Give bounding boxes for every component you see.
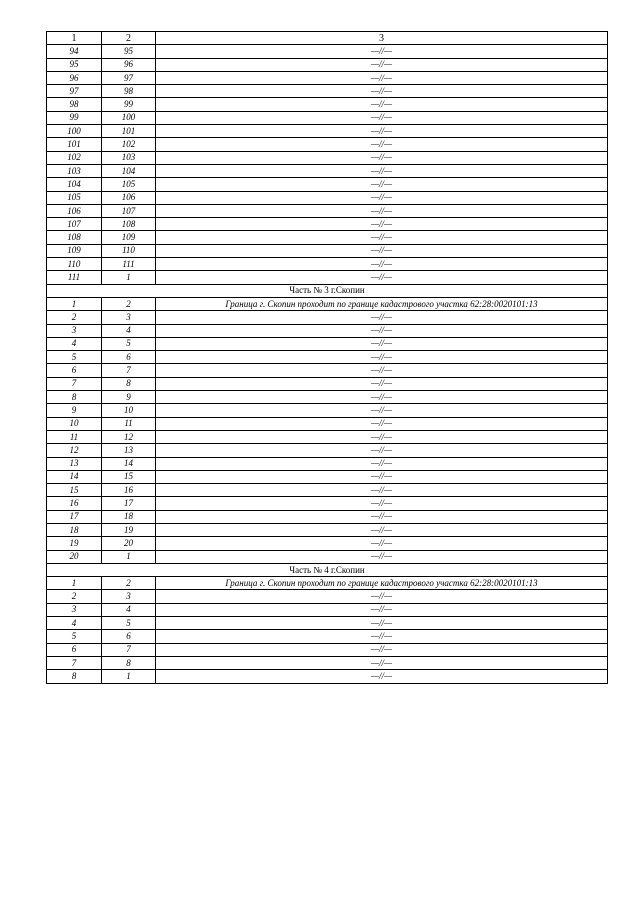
point-from-cell: 17: [47, 510, 102, 523]
point-to-cell: 1: [102, 271, 156, 284]
table-row: [47, 244, 608, 257]
column-header-2: 2: [102, 32, 156, 45]
table-row: [47, 125, 608, 138]
point-from-cell: 107: [47, 218, 102, 231]
table-row: [47, 417, 608, 430]
table-row: [47, 643, 608, 656]
description-cell: —//—: [156, 470, 608, 483]
point-to-cell: 110: [102, 244, 156, 257]
point-to-cell: 18: [102, 510, 156, 523]
description-cell: —//—: [156, 351, 608, 364]
column-header-3: 3: [156, 32, 608, 45]
point-from-cell: 108: [47, 231, 102, 244]
table-row: [47, 111, 608, 124]
point-to-cell: 1: [102, 550, 156, 563]
point-from-cell: 1: [47, 297, 102, 310]
table-row: [47, 218, 608, 231]
description-cell: —//—: [156, 391, 608, 404]
boundary-table: [46, 31, 608, 684]
table-row: [47, 178, 608, 191]
description-cell: —//—: [156, 71, 608, 84]
description-cell: —//—: [156, 364, 608, 377]
point-from-cell: 8: [47, 670, 102, 683]
point-to-cell: 19: [102, 523, 156, 536]
point-from-cell: 101: [47, 138, 102, 151]
point-from-cell: 9: [47, 404, 102, 417]
point-from-cell: 110: [47, 258, 102, 271]
description-cell: —//—: [156, 204, 608, 217]
point-to-cell: 102: [102, 138, 156, 151]
point-to-cell: 15: [102, 470, 156, 483]
point-to-cell: 5: [102, 617, 156, 630]
point-from-cell: 19: [47, 537, 102, 550]
point-to-cell: 97: [102, 71, 156, 84]
table-row: [47, 537, 608, 550]
point-from-cell: 2: [47, 311, 102, 324]
point-from-cell: 96: [47, 71, 102, 84]
point-to-cell: 99: [102, 98, 156, 111]
table-row: [47, 391, 608, 404]
point-from-cell: 10: [47, 417, 102, 430]
description-cell: —//—: [156, 244, 608, 257]
point-to-cell: 3: [102, 311, 156, 324]
point-to-cell: 106: [102, 191, 156, 204]
table-body: [47, 45, 608, 683]
point-from-cell: 97: [47, 85, 102, 98]
description-cell: —//—: [156, 231, 608, 244]
description-cell: —//—: [156, 603, 608, 616]
point-to-cell: 6: [102, 351, 156, 364]
point-from-cell: 105: [47, 191, 102, 204]
point-from-cell: 3: [47, 603, 102, 616]
point-from-cell: 18: [47, 523, 102, 536]
table-row: [47, 404, 608, 417]
description-cell: —//—: [156, 404, 608, 417]
table-row: [47, 577, 608, 590]
table-row: [47, 58, 608, 71]
description-cell: —//—: [156, 656, 608, 669]
description-cell: —//—: [156, 125, 608, 138]
point-to-cell: 9: [102, 391, 156, 404]
table-row: [47, 550, 608, 563]
point-from-cell: 4: [47, 617, 102, 630]
point-from-cell: 7: [47, 656, 102, 669]
description-cell: —//—: [156, 484, 608, 497]
description-cell: —//—: [156, 45, 608, 58]
point-from-cell: 1: [47, 577, 102, 590]
table-row: [47, 470, 608, 483]
point-to-cell: 6: [102, 630, 156, 643]
point-from-cell: 94: [47, 45, 102, 58]
table-row: [47, 590, 608, 603]
point-to-cell: 107: [102, 204, 156, 217]
point-to-cell: 96: [102, 58, 156, 71]
table-row: [47, 497, 608, 510]
point-from-cell: 7: [47, 377, 102, 390]
point-to-cell: 95: [102, 45, 156, 58]
point-from-cell: 100: [47, 125, 102, 138]
point-to-cell: 13: [102, 444, 156, 457]
point-to-cell: 111: [102, 258, 156, 271]
point-to-cell: 101: [102, 125, 156, 138]
point-to-cell: 2: [102, 297, 156, 310]
point-to-cell: 8: [102, 377, 156, 390]
point-to-cell: 4: [102, 324, 156, 337]
point-to-cell: 103: [102, 151, 156, 164]
point-from-cell: 103: [47, 164, 102, 177]
column-header-1: 1: [47, 32, 102, 45]
point-to-cell: 20: [102, 537, 156, 550]
point-from-cell: 4: [47, 337, 102, 350]
point-to-cell: 12: [102, 430, 156, 443]
section-title-row: [47, 284, 608, 297]
table-row: [47, 311, 608, 324]
description-cell: —//—: [156, 178, 608, 191]
table-row: [47, 337, 608, 350]
description-cell: —//—: [156, 138, 608, 151]
description-cell: —//—: [156, 337, 608, 350]
description-cell: —//—: [156, 191, 608, 204]
point-to-cell: 10: [102, 404, 156, 417]
point-from-cell: 20: [47, 550, 102, 563]
description-cell: —//—: [156, 164, 608, 177]
table-row: [47, 523, 608, 536]
table-row: [47, 231, 608, 244]
description-cell: —//—: [156, 417, 608, 430]
table-row: [47, 85, 608, 98]
table-row: [47, 164, 608, 177]
description-cell: —//—: [156, 497, 608, 510]
point-from-cell: 6: [47, 643, 102, 656]
table-row: [47, 377, 608, 390]
table-row: [47, 271, 608, 284]
point-to-cell: 16: [102, 484, 156, 497]
point-to-cell: 3: [102, 590, 156, 603]
table-row: [47, 484, 608, 497]
description-cell: —//—: [156, 98, 608, 111]
point-from-cell: 98: [47, 98, 102, 111]
point-from-cell: 14: [47, 470, 102, 483]
description-cell: —//—: [156, 550, 608, 563]
description-cell: —//—: [156, 85, 608, 98]
table-row: [47, 71, 608, 84]
description-cell: —//—: [156, 444, 608, 457]
table-row: [47, 45, 608, 58]
point-to-cell: 5: [102, 337, 156, 350]
point-from-cell: 106: [47, 204, 102, 217]
section-title-row: [47, 563, 608, 576]
point-to-cell: 104: [102, 164, 156, 177]
table-row: [47, 444, 608, 457]
point-from-cell: 99: [47, 111, 102, 124]
point-from-cell: 13: [47, 457, 102, 470]
point-to-cell: 8: [102, 656, 156, 669]
point-from-cell: 5: [47, 630, 102, 643]
description-cell: —//—: [156, 537, 608, 550]
point-from-cell: 6: [47, 364, 102, 377]
description-cell: —//—: [156, 643, 608, 656]
table-row: [47, 510, 608, 523]
point-to-cell: 98: [102, 85, 156, 98]
point-to-cell: 105: [102, 178, 156, 191]
description-cell: —//—: [156, 630, 608, 643]
table-row: [47, 603, 608, 616]
point-to-cell: 1: [102, 670, 156, 683]
table-row: [47, 457, 608, 470]
point-from-cell: 3: [47, 324, 102, 337]
description-cell: —//—: [156, 617, 608, 630]
point-to-cell: 108: [102, 218, 156, 231]
description-cell: —//—: [156, 590, 608, 603]
table-row: [47, 324, 608, 337]
table-row: [47, 98, 608, 111]
point-to-cell: 14: [102, 457, 156, 470]
description-cell: —//—: [156, 258, 608, 271]
point-to-cell: 7: [102, 643, 156, 656]
table-row: [47, 204, 608, 217]
point-from-cell: 102: [47, 151, 102, 164]
description-cell: —//—: [156, 670, 608, 683]
description-cell: —//—: [156, 111, 608, 124]
point-from-cell: 111: [47, 271, 102, 284]
description-cell: —//—: [156, 151, 608, 164]
table-row: [47, 297, 608, 310]
table-row: [47, 258, 608, 271]
point-to-cell: 2: [102, 577, 156, 590]
point-from-cell: 11: [47, 430, 102, 443]
table-row: [47, 364, 608, 377]
point-from-cell: 16: [47, 497, 102, 510]
description-cell: —//—: [156, 324, 608, 337]
point-from-cell: 8: [47, 391, 102, 404]
description-cell: —//—: [156, 430, 608, 443]
description-cell: —//—: [156, 510, 608, 523]
table-row: [47, 351, 608, 364]
description-cell: —//—: [156, 58, 608, 71]
point-to-cell: 109: [102, 231, 156, 244]
point-to-cell: 7: [102, 364, 156, 377]
table-row: [47, 151, 608, 164]
point-from-cell: 95: [47, 58, 102, 71]
table-row: [47, 138, 608, 151]
description-cell: Граница г. Скопин проходит по границе кадастрового участка 62:28:0020101:13: [156, 297, 608, 310]
point-from-cell: 2: [47, 590, 102, 603]
section-title: Часть № 4 г.Скопин: [47, 563, 608, 576]
table-row: [47, 670, 608, 683]
point-from-cell: 5: [47, 351, 102, 364]
table-row: [47, 191, 608, 204]
point-from-cell: 109: [47, 244, 102, 257]
table-header-row: [47, 32, 608, 45]
description-cell: —//—: [156, 523, 608, 536]
point-to-cell: 4: [102, 603, 156, 616]
point-from-cell: 104: [47, 178, 102, 191]
description-cell: Граница г. Скопин проходит по границе кадастрового участка 62:28:0020101:13: [156, 577, 608, 590]
description-cell: —//—: [156, 457, 608, 470]
description-cell: —//—: [156, 218, 608, 231]
description-cell: —//—: [156, 377, 608, 390]
description-cell: —//—: [156, 271, 608, 284]
table-row: [47, 630, 608, 643]
table-row: [47, 617, 608, 630]
table-row: [47, 430, 608, 443]
point-to-cell: 100: [102, 111, 156, 124]
point-to-cell: 17: [102, 497, 156, 510]
point-from-cell: 12: [47, 444, 102, 457]
table-row: [47, 656, 608, 669]
section-title: Часть № 3 г.Скопин: [47, 284, 608, 297]
point-to-cell: 11: [102, 417, 156, 430]
description-cell: —//—: [156, 311, 608, 324]
point-from-cell: 15: [47, 484, 102, 497]
